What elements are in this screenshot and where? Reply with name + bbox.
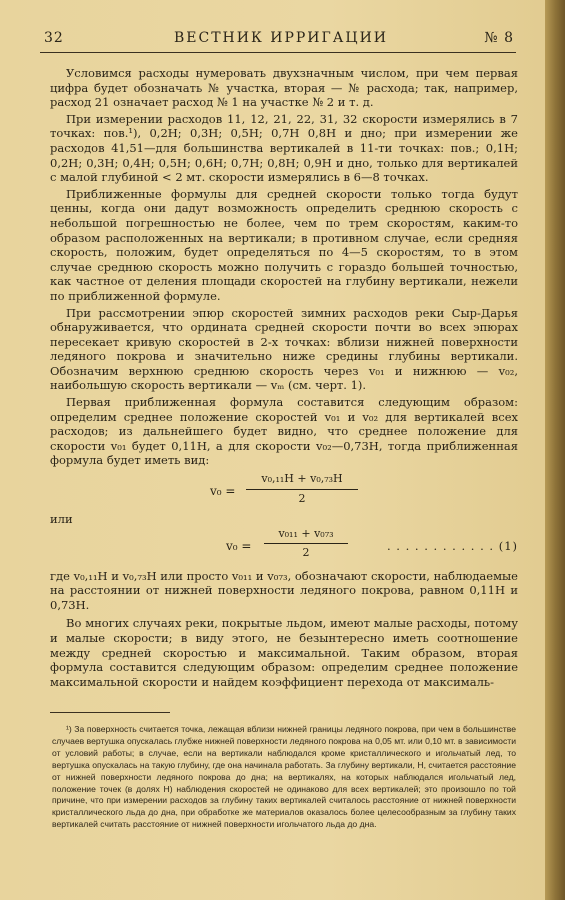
- fraction-bar: [264, 543, 348, 544]
- header-rule: [40, 52, 516, 53]
- formula-1-numerator: v₀,₁₁H + v₀,₇₃H: [261, 472, 343, 486]
- footnote-rule: [50, 712, 170, 713]
- equation-number: . . . . . . . . . . . . (1): [386, 538, 518, 553]
- fraction-bar: [246, 489, 358, 490]
- journal-title: ВЕСТНИК ИРРИГАЦИИ: [174, 30, 389, 46]
- page-number: 32: [44, 30, 64, 46]
- paragraph-measurement-points: При измерении расходов 11, 12, 21, 22, 31, 32 скорости измерялись в 7 точках: пов.¹), 0,2H; 0,3H; 0,5H; 0,7H 0,8H и дно; при измерении же расходов 41,51—для большинства вертикалей в 11-ти точках: пов.; 0,1H; 0,2H; 0,3H; 0,4H; 0,5H; 0,6H; 0,7H; 0,8H; 0,9H и дно, только для вертикалей с малой глубиной < 2 мт. скорости измерялись в 6—8 точках.: [50, 111, 518, 185]
- formula-1-lhs: v₀ =: [210, 484, 236, 499]
- formula-1: [50, 472, 518, 512]
- issue-number: № 8: [484, 30, 514, 46]
- formula-2-numerator: v₀₁₁ + v₀₇₃: [278, 526, 334, 540]
- formula-2: [50, 527, 518, 569]
- paragraph-velocity-profiles: При рассмотрении эпюр скоростей зимних расходов реки Сыр-Дарья обнаруживается, что ордината средней скорости почти во всех эпюрах пересекает кривую скоростей в 2-х точках: вблизи нижней поверхности ледяного покрова и значительно ниже средины глубины вертикали. Обозначим верхнюю среднюю скорость через v₀₁ и нижнюю — v₀₂, наибольшую скорость вертикали — vₘ (см. черт. 1).: [50, 305, 518, 393]
- paragraph-first-formula: Первая приближенная формула составится следующим образом: определим среднее положение скоростей v₀₁ и v₀₂ для вертикалей всех расходов; из дальнейшего будет видно, что среднее положение для скорости v₀₁ будет 0,11H, а для скорости v₀₂—0,73H, тогда приближенная формула будет иметь вид:: [50, 395, 518, 468]
- footnote-text: ¹) За поверхность считается точка, лежащая вблизи нижней границы ледяного покрова, при чем в большинстве случаев вертушка опускалась глубже нижней поверхности ледяного покрова на 0,05 мт. или 0,10 мт. в зависимости от условий работы; в случае, если на вертикали наблюдался кроме кристаллического и игольчатый лед, то вертушка опускалась на такую глубину, где она начинала работать. За глубину вертикали, H, считается расстояние от нижней поверхности ледяного покрова до дна; на вертикалях, на которых наблюдался игольчатый лед, положение точек (в долях H) наблюдения скоростей не одинаково для всех вертикалей; это произошло по той причине, что при измерении расходов за глубину таких вертикалей считалось расстояние от нижней поверхности кристаллического льда до дна, при обработке же материалов оказалось более целесообразным за глубину таких вертикалей считать расстояние от нижней поверхности игольчатого льда до дна.: [52, 724, 516, 830]
- text-ili: или: [50, 512, 73, 527]
- paragraph-second-formula: Во многих случаях реки, покрытые льдом, имеют малые расходы, потому и малые скорости; в виду этого, не безынтересно иметь соотношение между средней скоростью и максимальной. Таким образом, вторая формула составится следующим образом: определим среднее положение максимальной скорости и найдем коэффициент перехода от максималь-: [50, 616, 518, 689]
- footnote: [52, 724, 516, 831]
- article-body: [50, 66, 518, 689]
- page-edge: [545, 0, 565, 900]
- formula-2-denominator: 2: [302, 546, 310, 560]
- paragraph-numbering: Условимся расходы нумеровать двухзначным числом, при чем первая цифра будет обозначать № участка, вторая — № расхода; так, например, расход 21 означает расход № 1 на участке № 2 и т. д.: [50, 66, 518, 110]
- formula-1-denominator: 2: [298, 491, 306, 505]
- formula-1-fraction: [246, 472, 358, 506]
- running-head: [44, 30, 514, 50]
- paragraph-approx-formulas: Приближенные формулы для средней скорости только тогда будут ценны, когда они дадут возможность определить среднюю скорость с небольшой погрешностью не более, чем по трем скоростям, каким-то образом расположенных на вертикали; в противном случае, если средняя скорость, положим, будет определяться по 4—5 скоростям, то в этом случае среднюю скорость можно получить с гораздо большей точностью, как частное от деления площади скоростей на глубину вертикали, нежели по приближенной формуле.: [50, 186, 518, 303]
- paragraph-where: где v₀,₁₁H и v₀,₇₃H или просто v₀₁₁ и v₀₇₃, обозначают скорости, наблюдаемые на расстоянии от нижней поверхности ледяного покрова, равном 0,11H и 0,73H.: [50, 568, 518, 612]
- formula-2-lhs: v₀ =: [226, 538, 252, 553]
- formula-2-fraction: [264, 527, 348, 561]
